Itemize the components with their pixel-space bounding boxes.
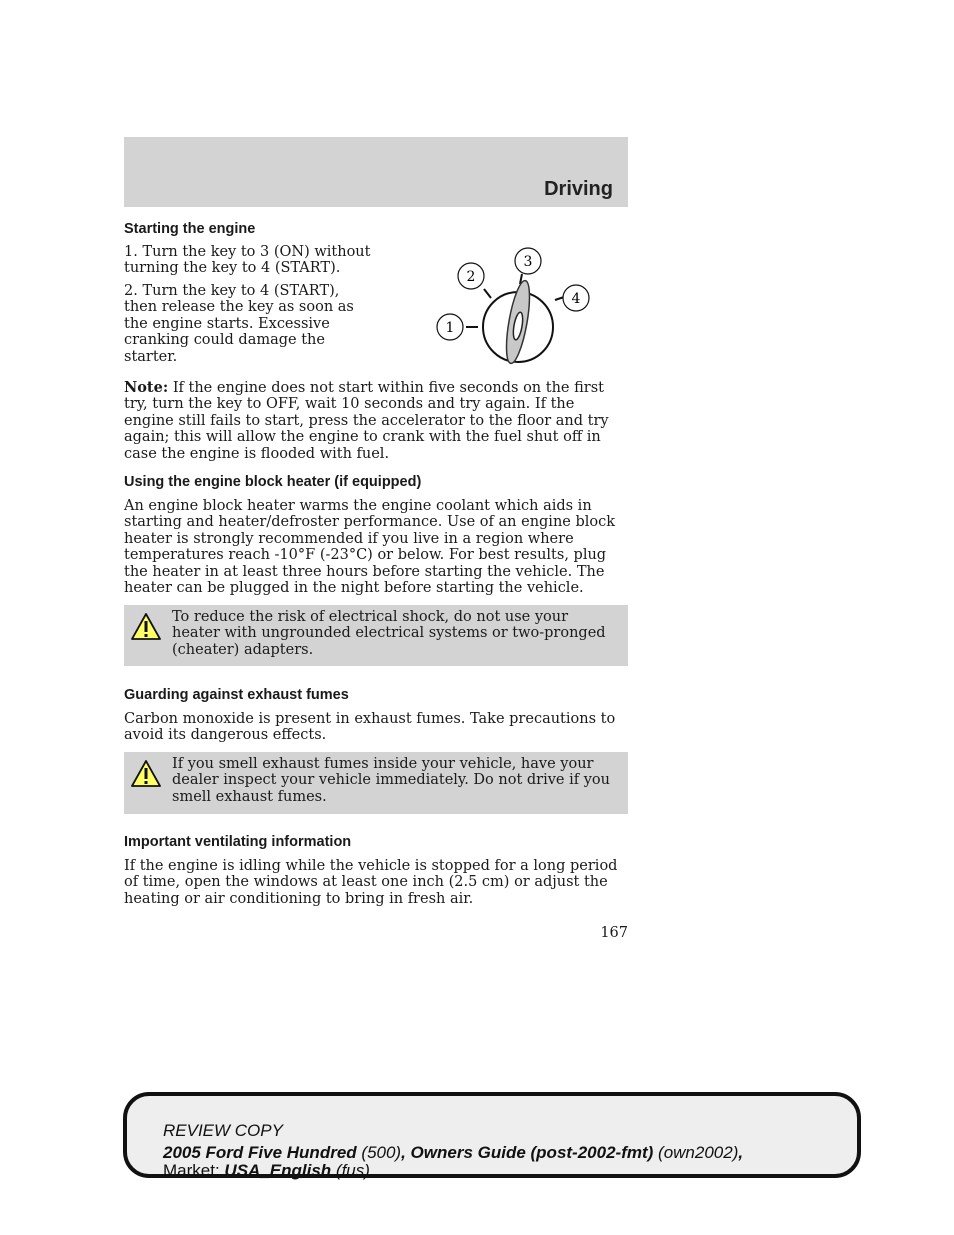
- tick-2: [484, 289, 491, 298]
- block-heater-text: An engine block heater warms the engine coolant which aids in starting and heater/defroster performance. Use of an engine block heater is strongly recommended if you live in a region where temperatures reach -10°F (-23°C) or below. For best results, plug the heater in at least three hours before starting the vehicle. The heater can be plugged in the night before starting the vehicle.: [124, 498, 616, 597]
- position-1-label: 1: [445, 320, 455, 336]
- heading-exhaust-fumes: Guarding against exhaust fumes: [124, 687, 349, 703]
- heading-starting-engine: Starting the engine: [124, 221, 256, 237]
- section-title: Driving: [544, 178, 613, 200]
- warning-box-exhaust: [124, 752, 628, 814]
- ventilating-text: If the engine is idling while the vehicle is stopped for a long period of time, open the windows at least one inch (2.5 cm) or adjust the heating or air conditioning to bring in fresh air.: [124, 858, 618, 907]
- warning-text-heater: To reduce the risk of electrical shock, do not use your heater with ungrounded electrical systems or two-pronged (cheater) adapters.: [172, 609, 606, 658]
- ignition-switch-diagram: [430, 244, 600, 369]
- note-text: If the engine does not start within five seconds on the first try, turn the key to OFF, wait 10 seconds and try again. If the engine still fails to start, press the accelerator to the floor and try again; this will allow the engine to crank with the fuel shut off in case the engine is flooded with fuel.: [124, 380, 609, 462]
- footer-model-line: [163, 1143, 743, 1163]
- position-3-label: 3: [523, 254, 533, 270]
- note-label: Note:: [124, 379, 169, 396]
- step-2-text: 2. Turn the key to 4 (START), then release the key as soon as the engine starts. Excessive cranking could damage the starter.: [124, 283, 354, 365]
- footer-model: 2005 Ford Five Hundred: [163, 1143, 357, 1162]
- footer-market-code: (fus): [335, 1161, 370, 1180]
- footer-guide: , Owners Guide (post-2002-fmt): [401, 1143, 654, 1162]
- note-paragraph: [124, 380, 628, 462]
- warning-box-heater: [124, 605, 628, 666]
- warning-triangle-icon: [130, 759, 162, 789]
- heading-block-heater: Using the engine block heater (if equipped): [124, 474, 422, 490]
- footer-review-copy: REVIEW COPY: [163, 1121, 283, 1140]
- footer-market: USA_English: [224, 1161, 332, 1180]
- review-copy-footer: [123, 1092, 861, 1178]
- warning-triangle-icon: [130, 612, 162, 642]
- footer-guide-code: (own2002): [658, 1143, 739, 1162]
- page-number: 167: [600, 925, 628, 941]
- warning-text-exhaust: If you smell exhaust fumes inside your vehicle, have your dealer inspect your vehicle immediately. Do not drive if you smell exhaust fumes.: [172, 756, 610, 805]
- position-4-label: 4: [571, 291, 581, 307]
- exhaust-text: Carbon monoxide is present in exhaust fumes. Take precautions to avoid its dangerous effects.: [124, 711, 616, 744]
- section-header: [124, 137, 628, 207]
- footer-market-label: Market:: [163, 1161, 220, 1180]
- heading-ventilating: Important ventilating information: [124, 834, 352, 850]
- footer-model-code: (500): [361, 1143, 402, 1162]
- footer-comma: ,: [738, 1143, 744, 1162]
- step-1-text: 1. Turn the key to 3 (ON) without turning the key to 4 (START).: [124, 244, 371, 277]
- footer-market-line: [163, 1161, 370, 1181]
- position-2-label: 2: [466, 269, 476, 285]
